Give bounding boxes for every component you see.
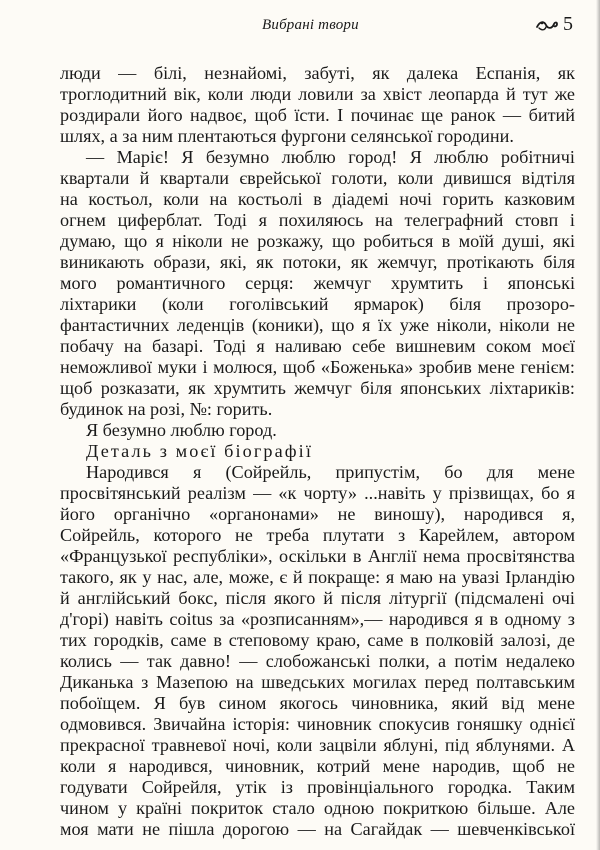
text-line: щоб розказати, як хрумтить жемчуг біля японських ліхтариків: — [60, 378, 575, 398]
text-line: моя мати не пішла дорогою — на Сагайдак — шевченківської — [60, 819, 575, 839]
text-line: ліхтарики (коли гоголівський ярмарок) біля прозоро- — [60, 294, 575, 314]
page-number: 5 — [563, 13, 573, 35]
text-line: думаю, що я ніколи не розкажу, що робиться в моїй душі, які — [60, 231, 575, 251]
text-line: люди — білі, незнайомі, забуті, як далека Еспанія, як — [60, 63, 575, 83]
text-line: колись — так давно! — слобожанські полки, а потім недалеко — [60, 651, 575, 671]
text-line: мого романтичного серця: жемчуг хрумтить і японські — [60, 273, 575, 293]
text-line: одмовився. Звичайна історія: чиновник спокусив гоняшку однієї — [60, 714, 575, 734]
text-line: виникають образи, які, як потоки, як жемчуг, протікають біля — [60, 252, 575, 272]
text-line: чином у країні покриток стало одною покриткою більше. Але — [60, 798, 575, 818]
body-text — [60, 63, 575, 840]
text-line: д'горі) навіть coitus за «розписанням»,— народився я в одному з — [60, 609, 575, 629]
text-line: «Французької республіки», оскільки в Англії нема просвітянства — [60, 546, 575, 566]
fleuron-icon — [536, 18, 558, 32]
text-line: й англійський бокс, після якого й після літургії (підсмалені очі — [60, 588, 575, 608]
text-line: неможливої муки і молюся, щоб «Боженька» зробив мене генієм: — [60, 357, 575, 377]
text-line: коли я народився, чиновник, котрий мене народив, щоб не — [60, 756, 575, 776]
text-line: тих городків, саме в степовому краю, саме в полковій залозі, де — [60, 630, 575, 650]
text-line: — Маріє! Я безумно люблю город! Я люблю робітничі — [86, 147, 575, 167]
text-line: побачу на базарі. Тоді я наливаю себе вишневим соком моєї — [60, 336, 575, 356]
text-line: годувати Сойрейля, утік із провінціального городка. Таким — [60, 777, 575, 797]
text-line: фантастичних леденців (коники), що я їх уже ніколи, ніколи не — [60, 315, 575, 335]
text-line: Диканька з Мазепою на шведських могилах перед полтавським — [60, 672, 575, 692]
section-heading: Деталь з моєї біографії — [86, 441, 313, 461]
running-header — [0, 13, 600, 39]
text-line: роздирали його надвоє, щоб їсти. І починає ще ранок — битий — [60, 105, 575, 125]
text-line: будинок на розі, №: горить. — [60, 399, 273, 419]
text-line: Народився я (Сойрейль, припустім, бо для мене — [86, 462, 575, 482]
text-line: прекрасної травневої ночі, коли зацвіли яблуні, під яблунями. А — [60, 735, 575, 755]
text-line: троглодитний вік, коли люди ловили за хвіст леопарда й тут же — [60, 84, 575, 104]
text-line: такого, як у нас, але, може, є й покраще: я маю на увазі Ірландію — [60, 567, 575, 587]
text-line: квартали й квартали єврейської голоти, коли дивишся відтіля — [60, 168, 575, 188]
scan-edge-shadow — [596, 0, 600, 850]
text-line: на костьол, коли на костьолі в діадемі ночі горить казковим — [60, 189, 575, 209]
text-line: огнем циферблат. Тоді я похиляюсь на телеграфний стовп і — [60, 210, 575, 230]
text-line: шлях, а за ним плентаються фургони селянської городини. — [60, 126, 514, 146]
text-line: просвітянський реалізм — «к чорту» ...навіть у прізвищах, бо я — [60, 483, 575, 503]
text-line: Я безумно люблю город. — [86, 420, 277, 440]
running-title: Вибрані твори — [262, 17, 359, 33]
text-line: Сойрейль, которого не треба плутати з Карейлем, автором — [60, 525, 575, 545]
text-line: побоїщем. Я був сином якогось чиновника, який від мене — [60, 693, 575, 713]
text-line: його органічно «органонами» не виношу), народився я, — [60, 504, 575, 524]
